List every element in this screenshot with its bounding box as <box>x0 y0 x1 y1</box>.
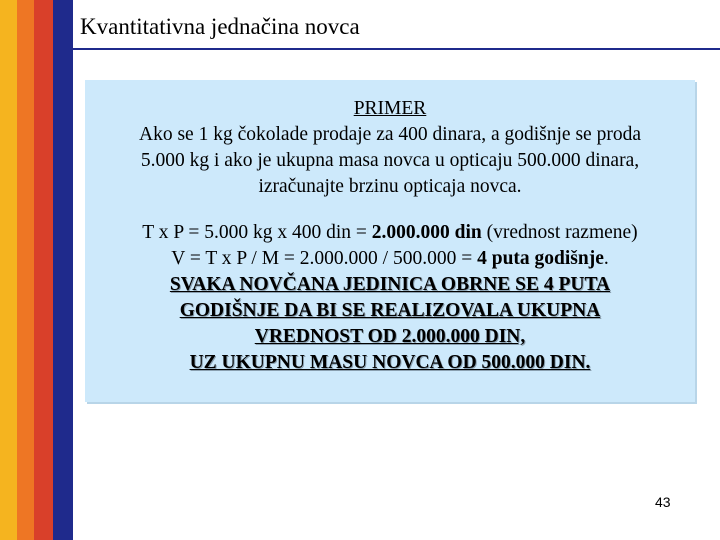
equation-text: T x P = 5.000 kg x 400 din = <box>142 222 372 243</box>
decorative-stripe-red <box>34 0 53 540</box>
problem-line: izračunajte brzinu opticaja novca. <box>258 176 522 197</box>
equation-note: (vrednost razmene) <box>481 222 638 243</box>
conclusion-line: VREDNOST OD 2.000.000 DIN, <box>254 326 526 347</box>
example-box <box>85 80 695 402</box>
page-number: 43 <box>655 494 671 510</box>
conclusion-line: SVAKA NOVČANA JEDINICA OBRNE SE 4 PUTA <box>169 274 611 295</box>
slide-title: Kvantitativna jednačina novca <box>80 14 360 39</box>
problem-line: Ako se 1 kg čokolade prodaje za 400 dinara, a godišnje se proda <box>139 124 641 145</box>
equation-velocity <box>85 246 695 272</box>
decorative-stripe-orange <box>17 0 34 540</box>
example-heading: PRIMER <box>353 98 427 119</box>
conclusion-line: UZ UKUPNU MASU NOVCA OD 500.000 DIN. <box>189 352 591 373</box>
equation-result: 4 puta godišnje <box>477 248 604 269</box>
equation-result: 2.000.000 din <box>371 222 482 243</box>
solution <box>85 220 695 376</box>
title-underline <box>73 48 720 50</box>
equation-exchange-value <box>85 220 695 246</box>
decorative-stripe-yellow <box>0 0 17 540</box>
problem-line: 5.000 kg i ako je ukupna masa novca u opticaju 500.000 dinara, <box>140 150 640 171</box>
problem-statement <box>85 96 695 200</box>
decorative-stripe-blue <box>53 0 73 540</box>
equation-text: V = T x P / M = 2.000.000 / 500.000 = <box>171 248 478 269</box>
conclusion-line: GODIŠNJE DA BI SE REALIZOVALA UKUPNA <box>179 300 601 321</box>
equation-period: . <box>603 248 609 269</box>
